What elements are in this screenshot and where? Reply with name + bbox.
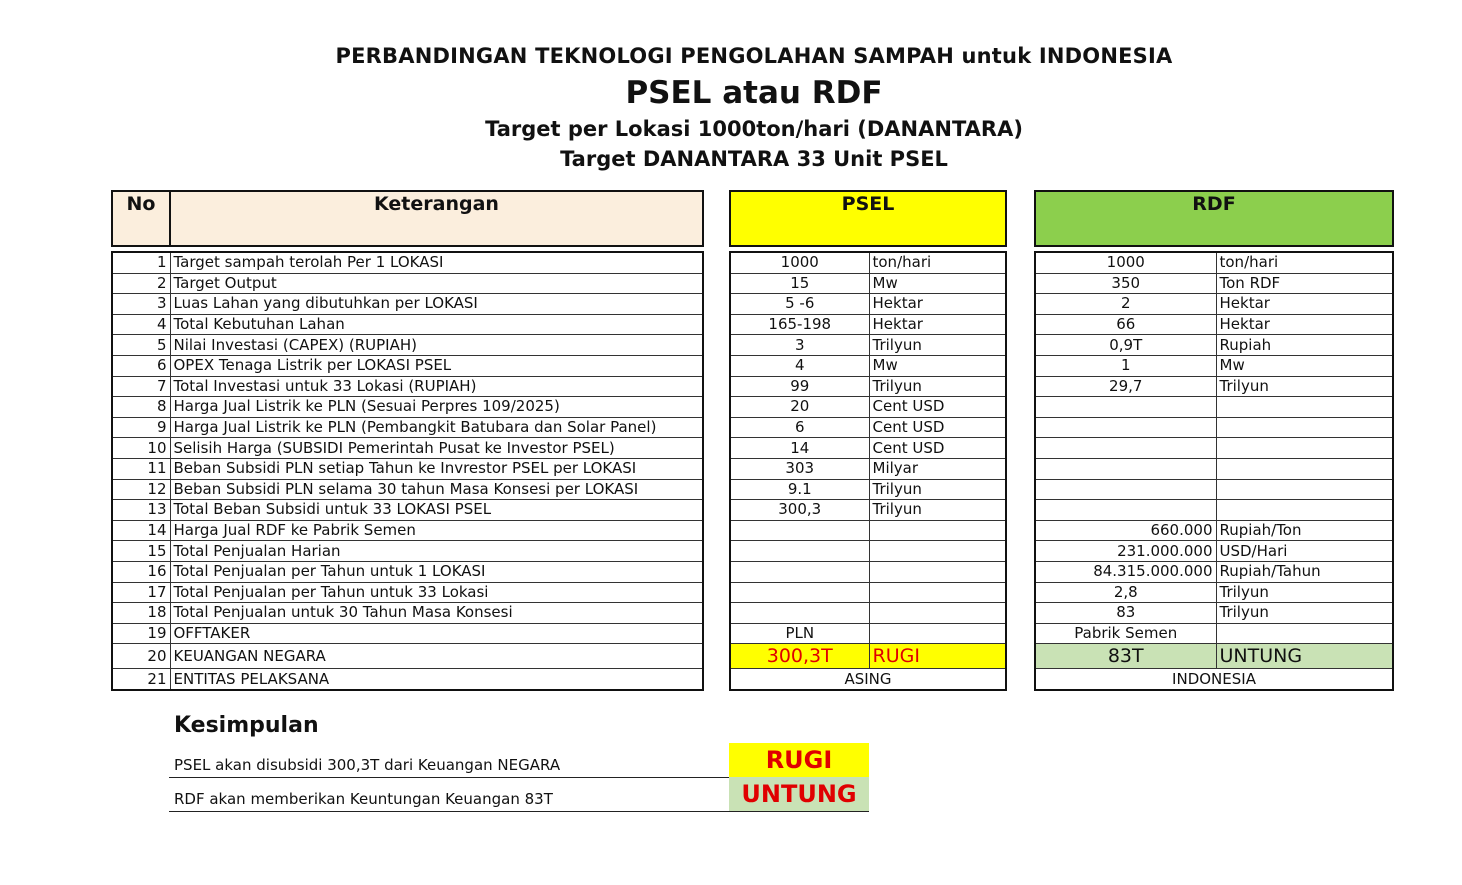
rdf-header xyxy=(1034,190,1394,247)
table-row xyxy=(1035,458,1393,479)
table-row xyxy=(1035,669,1393,690)
row-description: OPEX Tenaga Listrik per LOKASI PSEL xyxy=(170,355,703,376)
untung-badge: UNTUNG xyxy=(729,777,869,811)
table-row xyxy=(730,376,1006,397)
psel-unit: RUGI xyxy=(869,644,1006,669)
table-row xyxy=(112,355,703,376)
header-rdf: RDF xyxy=(1035,191,1393,246)
doc-main-title: PSEL atau RDF xyxy=(625,75,883,111)
psel-value: 303 xyxy=(730,458,869,479)
rdf-unit: Trilyun xyxy=(1216,582,1393,603)
psel-value: ASING xyxy=(730,669,1006,690)
table-row xyxy=(730,479,1006,500)
table-row xyxy=(1035,355,1393,376)
rdf-unit: Hektar xyxy=(1216,314,1393,335)
psel-value: 14 xyxy=(730,438,869,459)
rdf-value: 1 xyxy=(1035,355,1216,376)
row-number: 9 xyxy=(112,417,170,438)
table-row xyxy=(1035,541,1393,562)
psel-unit: Mw xyxy=(869,355,1006,376)
row-number: 12 xyxy=(112,479,170,500)
table-row xyxy=(112,376,703,397)
row-description: Total Kebutuhan Lahan xyxy=(170,314,703,335)
row-number: 3 xyxy=(112,294,170,315)
psel-value xyxy=(730,520,869,541)
table-row xyxy=(1035,438,1393,459)
table-row xyxy=(112,520,703,541)
rdf-value: 350 xyxy=(1035,273,1216,294)
psel-value: 300,3 xyxy=(730,500,869,521)
psel-unit: ton/hari xyxy=(869,252,1006,273)
psel-value: 6 xyxy=(730,417,869,438)
row-description: Selisih Harga (SUBSIDI Pemerintah Pusat ke Investor PSEL) xyxy=(170,438,703,459)
psel-unit xyxy=(869,561,1006,582)
table-row xyxy=(112,294,703,315)
row-number: 11 xyxy=(112,458,170,479)
table-row xyxy=(1035,479,1393,500)
table-row xyxy=(730,273,1006,294)
psel-unit: Trilyun xyxy=(869,500,1006,521)
row-description: Beban Subsidi PLN setiap Tahun ke Invrestor PSEL per LOKASI xyxy=(170,458,703,479)
row-description: Nilai Investasi (CAPEX) (RUPIAH) xyxy=(170,335,703,356)
table-row xyxy=(112,603,703,624)
kesimpulan-text: RDF akan memberikan Keuntungan Keuangan 83T xyxy=(174,790,553,808)
rdf-unit xyxy=(1216,397,1393,418)
table-row xyxy=(112,669,703,690)
psel-value xyxy=(730,582,869,603)
table-row xyxy=(112,438,703,459)
table-row xyxy=(1035,623,1393,644)
table-row xyxy=(112,252,703,273)
doc-subtitle-2: Target DANANTARA 33 Unit PSEL xyxy=(560,147,948,171)
title-block xyxy=(0,40,1462,174)
row-description: Target sampah terolah Per 1 LOKASI xyxy=(170,252,703,273)
rdf-value: 2,8 xyxy=(1035,582,1216,603)
table-row xyxy=(1035,273,1393,294)
table-row xyxy=(730,397,1006,418)
table-row xyxy=(730,669,1006,690)
row-number: 13 xyxy=(112,500,170,521)
row-number: 8 xyxy=(112,397,170,418)
table-row xyxy=(730,520,1006,541)
psel-value: 4 xyxy=(730,355,869,376)
rdf-unit: ton/hari xyxy=(1216,252,1393,273)
rdf-value: 29,7 xyxy=(1035,376,1216,397)
rdf-unit xyxy=(1216,500,1393,521)
table-row xyxy=(730,314,1006,335)
table-row xyxy=(730,417,1006,438)
psel-unit: Milyar xyxy=(869,458,1006,479)
rdf-unit: USD/Hari xyxy=(1216,541,1393,562)
row-number: 5 xyxy=(112,335,170,356)
row-number: 7 xyxy=(112,376,170,397)
psel-value: 20 xyxy=(730,397,869,418)
rdf-unit xyxy=(1216,479,1393,500)
row-number: 18 xyxy=(112,603,170,624)
psel-unit: Trilyun xyxy=(869,335,1006,356)
table-row xyxy=(1035,376,1393,397)
table-row xyxy=(1035,603,1393,624)
table-row xyxy=(1035,561,1393,582)
row-description: Harga Jual Listrik ke PLN (Sesuai Perpres 109/2025) xyxy=(170,397,703,418)
psel-unit: Trilyun xyxy=(869,479,1006,500)
table-row xyxy=(112,561,703,582)
row-number: 19 xyxy=(112,623,170,644)
psel-unit: Cent USD xyxy=(869,397,1006,418)
table-row xyxy=(1035,314,1393,335)
psel-value: 99 xyxy=(730,376,869,397)
table-row xyxy=(1035,252,1393,273)
row-description: Total Penjualan Harian xyxy=(170,541,703,562)
table-row xyxy=(112,314,703,335)
psel-unit xyxy=(869,582,1006,603)
row-description: Harga Jual RDF ke Pabrik Semen xyxy=(170,520,703,541)
psel-value xyxy=(730,603,869,624)
rdf-value: 2 xyxy=(1035,294,1216,315)
row-number: 21 xyxy=(112,669,170,690)
rdf-unit: UNTUNG xyxy=(1216,644,1393,669)
psel-unit xyxy=(869,541,1006,562)
rdf-unit xyxy=(1216,438,1393,459)
row-description: Total Penjualan per Tahun untuk 33 Lokasi xyxy=(170,582,703,603)
rdf-value: 231.000.000 xyxy=(1035,541,1216,562)
table-row xyxy=(112,500,703,521)
rdf-unit: Rupiah/Ton xyxy=(1216,520,1393,541)
table-row xyxy=(1035,500,1393,521)
rdf-unit: Hektar xyxy=(1216,294,1393,315)
rdf-value: INDONESIA xyxy=(1035,669,1393,690)
table-row xyxy=(730,294,1006,315)
rdf-unit xyxy=(1216,623,1393,644)
header-no: No xyxy=(112,191,170,246)
table-row xyxy=(730,644,1006,669)
psel-unit: Trilyun xyxy=(869,376,1006,397)
rugi-badge: RUGI xyxy=(729,743,869,777)
rdf-value: 83 xyxy=(1035,603,1216,624)
table-row xyxy=(1035,335,1393,356)
psel-value: 165-198 xyxy=(730,314,869,335)
table-row xyxy=(112,479,703,500)
table-row xyxy=(730,500,1006,521)
rdf-value xyxy=(1035,438,1216,459)
left-header xyxy=(111,190,704,247)
rdf-table xyxy=(1034,251,1394,691)
left-table xyxy=(111,251,704,691)
row-description: KEUANGAN NEGARA xyxy=(170,644,703,669)
table-row xyxy=(730,252,1006,273)
rdf-unit xyxy=(1216,458,1393,479)
rdf-value: 1000 xyxy=(1035,252,1216,273)
row-description: Total Investasi untuk 33 Lokasi (RUPIAH) xyxy=(170,376,703,397)
table-row xyxy=(730,623,1006,644)
psel-unit: Cent USD xyxy=(869,417,1006,438)
rdf-value: 660.000 xyxy=(1035,520,1216,541)
table-row xyxy=(1035,294,1393,315)
header-psel: PSEL xyxy=(730,191,1006,246)
psel-value xyxy=(730,541,869,562)
rdf-unit: Trilyun xyxy=(1216,376,1393,397)
table-row xyxy=(1035,397,1393,418)
table-row xyxy=(1035,417,1393,438)
rdf-value: Pabrik Semen xyxy=(1035,623,1216,644)
rdf-unit xyxy=(1216,417,1393,438)
rdf-unit: Ton RDF xyxy=(1216,273,1393,294)
row-number: 16 xyxy=(112,561,170,582)
header-keterangan: Keterangan xyxy=(170,191,703,246)
row-description: Harga Jual Listrik ke PLN (Pembangkit Batubara dan Solar Panel) xyxy=(170,417,703,438)
kesimpulan-item xyxy=(169,777,869,812)
table-row xyxy=(1035,520,1393,541)
row-number: 10 xyxy=(112,438,170,459)
row-description: Total Beban Subsidi untuk 33 LOKASI PSEL xyxy=(170,500,703,521)
row-description: Total Penjualan untuk 30 Tahun Masa Konsesi xyxy=(170,603,703,624)
table-row xyxy=(1035,644,1393,669)
rdf-value xyxy=(1035,417,1216,438)
rdf-value: 66 xyxy=(1035,314,1216,335)
rdf-value: 84.315.000.000 xyxy=(1035,561,1216,582)
row-description: Luas Lahan yang dibutuhkan per LOKASI xyxy=(170,294,703,315)
row-description: Beban Subsidi PLN selama 30 tahun Masa Konsesi per LOKASI xyxy=(170,479,703,500)
psel-unit xyxy=(869,603,1006,624)
rdf-value: 0,9T xyxy=(1035,335,1216,356)
table-row xyxy=(112,397,703,418)
rdf-value xyxy=(1035,479,1216,500)
row-description: ENTITAS PELAKSANA xyxy=(170,669,703,690)
table-row xyxy=(1035,582,1393,603)
row-number: 6 xyxy=(112,355,170,376)
table-row xyxy=(112,623,703,644)
table-row xyxy=(112,644,703,669)
kesimpulan-text: PSEL akan disubsidi 300,3T dari Keuangan NEGARA xyxy=(174,756,561,774)
psel-value: 5 -6 xyxy=(730,294,869,315)
row-description: Target Output xyxy=(170,273,703,294)
psel-unit: Mw xyxy=(869,273,1006,294)
table-row xyxy=(730,355,1006,376)
row-number: 1 xyxy=(112,252,170,273)
table-row xyxy=(112,417,703,438)
table-row xyxy=(112,273,703,294)
psel-value: 15 xyxy=(730,273,869,294)
psel-value: 9.1 xyxy=(730,479,869,500)
psel-unit xyxy=(869,520,1006,541)
table-row xyxy=(730,561,1006,582)
psel-value: PLN xyxy=(730,623,869,644)
row-number: 15 xyxy=(112,541,170,562)
rdf-unit: Mw xyxy=(1216,355,1393,376)
table-row xyxy=(730,438,1006,459)
rdf-value xyxy=(1035,458,1216,479)
rdf-unit: Rupiah/Tahun xyxy=(1216,561,1393,582)
table-row xyxy=(112,458,703,479)
table-row xyxy=(112,541,703,562)
psel-value xyxy=(730,561,869,582)
row-number: 14 xyxy=(112,520,170,541)
rdf-value xyxy=(1035,397,1216,418)
doc-title: PERBANDINGAN TEKNOLOGI PENGOLAHAN SAMPAH untuk INDONESIA xyxy=(335,44,1173,68)
kesimpulan-title: Kesimpulan xyxy=(174,713,319,738)
table-row xyxy=(730,335,1006,356)
rdf-value: 83T xyxy=(1035,644,1216,669)
table-row xyxy=(730,603,1006,624)
rdf-unit: Rupiah xyxy=(1216,335,1393,356)
kesimpulan-item xyxy=(169,743,869,778)
row-number: 17 xyxy=(112,582,170,603)
table-row xyxy=(730,541,1006,562)
psel-unit xyxy=(869,623,1006,644)
psel-unit: Cent USD xyxy=(869,438,1006,459)
table-row xyxy=(112,335,703,356)
row-number: 20 xyxy=(112,644,170,669)
table-row xyxy=(730,582,1006,603)
rdf-value xyxy=(1035,500,1216,521)
doc-subtitle-1: Target per Lokasi 1000ton/hari (DANANTARA) xyxy=(485,117,1023,141)
row-number: 4 xyxy=(112,314,170,335)
psel-value: 1000 xyxy=(730,252,869,273)
rdf-unit: Trilyun xyxy=(1216,603,1393,624)
psel-table xyxy=(729,251,1007,691)
row-description: OFFTAKER xyxy=(170,623,703,644)
psel-header xyxy=(729,190,1007,247)
psel-value: 300,3T xyxy=(730,644,869,669)
psel-unit: Hektar xyxy=(869,314,1006,335)
psel-value: 3 xyxy=(730,335,869,356)
row-description: Total Penjualan per Tahun untuk 1 LOKASI xyxy=(170,561,703,582)
psel-unit: Hektar xyxy=(869,294,1006,315)
table-row xyxy=(730,458,1006,479)
row-number: 2 xyxy=(112,273,170,294)
table-row xyxy=(112,582,703,603)
